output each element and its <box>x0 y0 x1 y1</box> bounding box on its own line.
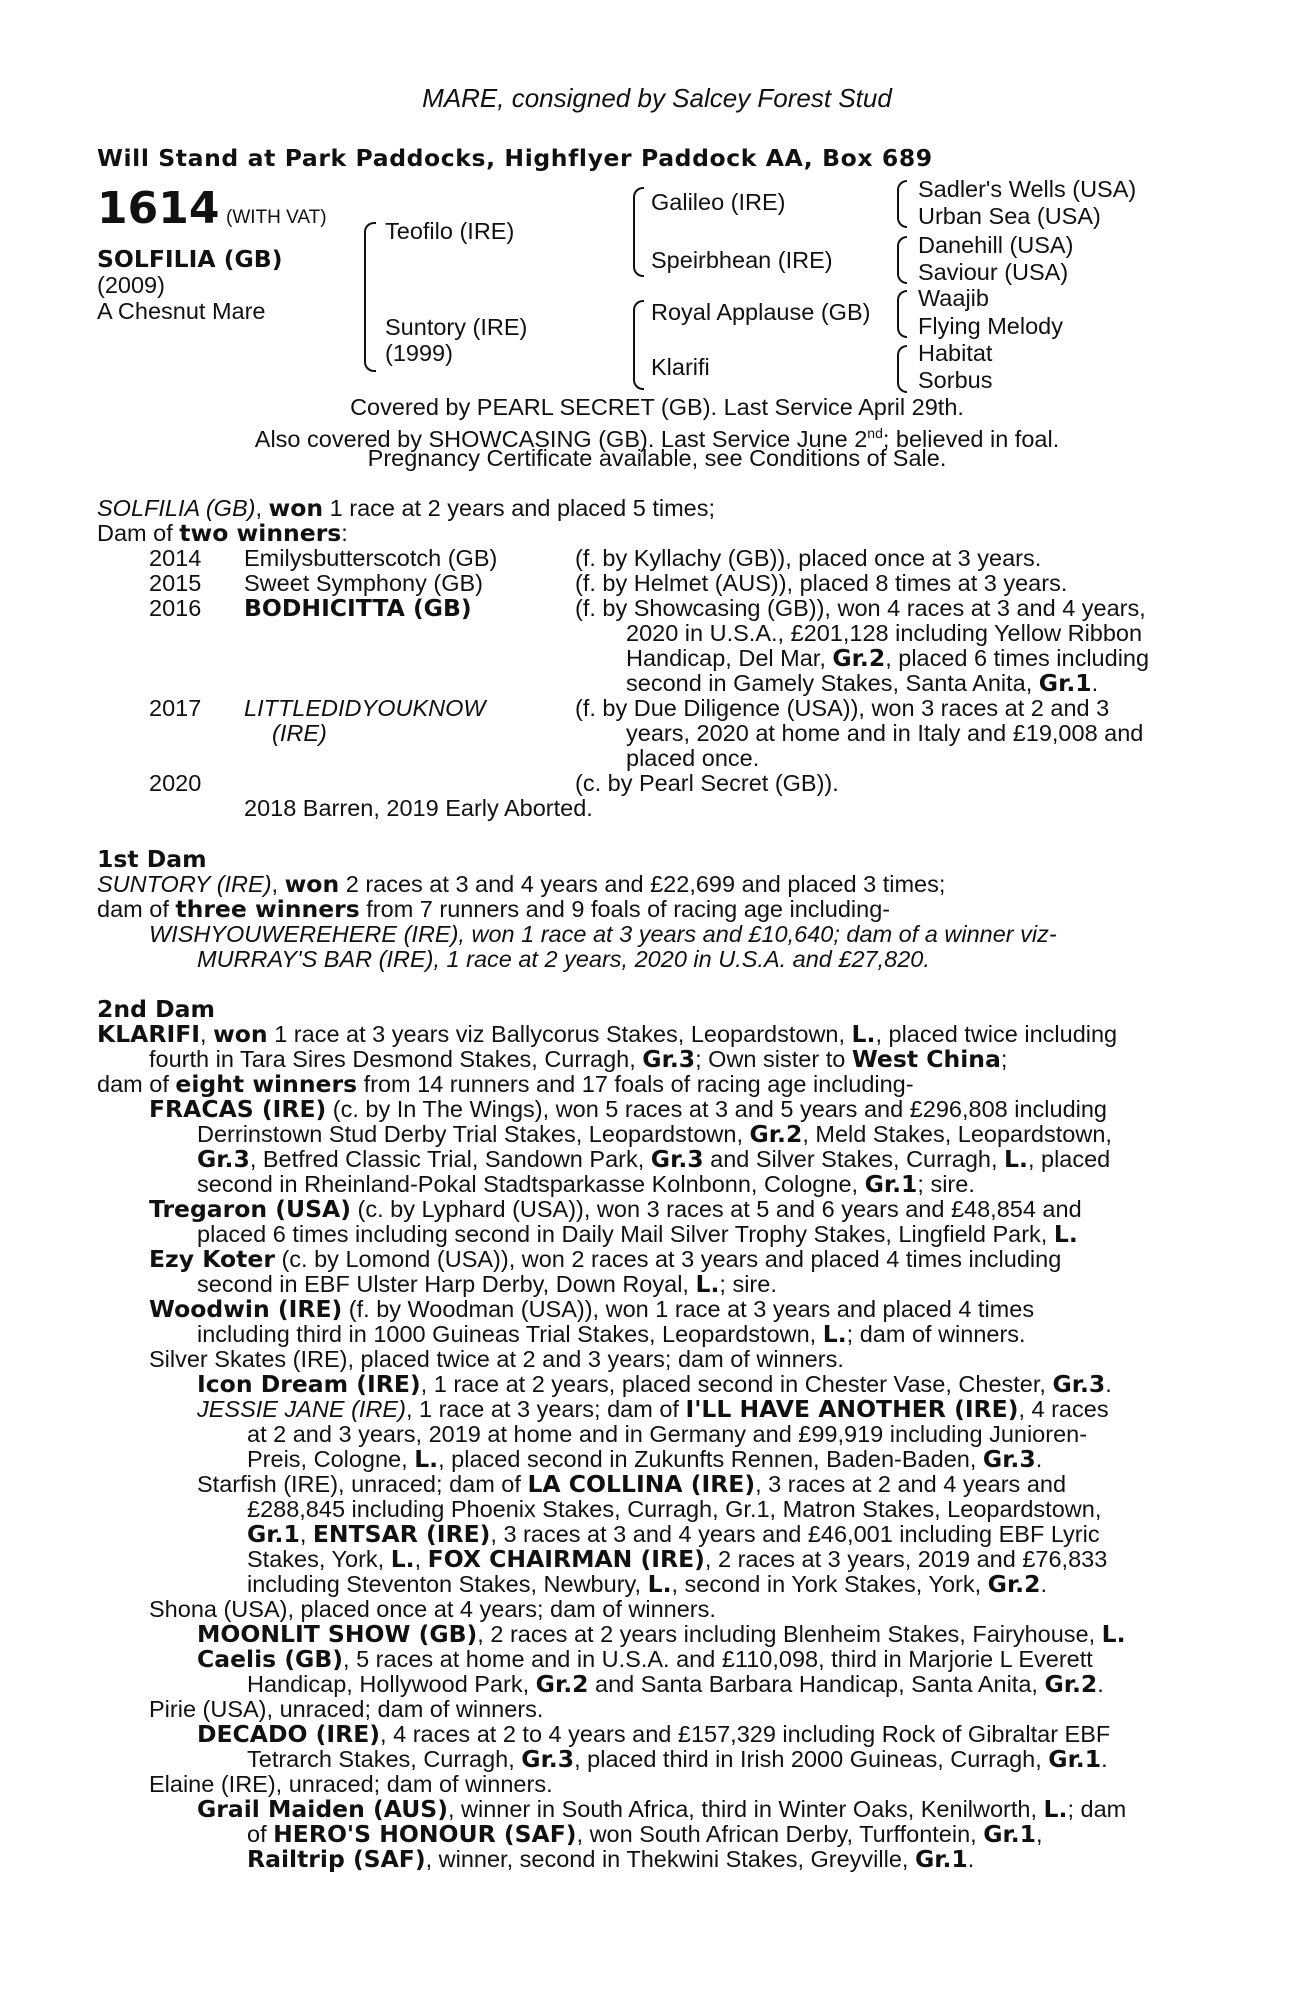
produce-name: Sweet Symphony (GB) <box>244 570 484 596</box>
woodwin-line <box>149 1297 1034 1323</box>
text: , 2 races at 2 years including Blenheim Stakes, Fairyhouse, <box>477 1621 1096 1647</box>
text: of <box>247 1821 267 1847</box>
horse-name-bold: DECADO (IRE) <box>197 1720 381 1748</box>
produce-info-text: Handicap, Del Mar, <box>626 645 833 671</box>
ezy-koter-line <box>149 1247 1061 1273</box>
text: , winner in South Africa, third in Winter Oaks, Kenilworth, <box>447 1796 1038 1822</box>
grade-label: L. <box>695 1270 720 1298</box>
pedigree-dsd: Flying Melody <box>918 313 1063 339</box>
grade-label: L. <box>390 1545 415 1573</box>
covering-line-2-end: ; believed in foal. <box>882 425 1060 452</box>
pedigree-dam: Suntory (IRE) <box>385 314 528 340</box>
won-label: won <box>284 870 340 898</box>
tregaron-line <box>197 1222 1078 1248</box>
text: Derrinstown Stud Derby Trial Stakes, Leopardstown, <box>197 1121 743 1147</box>
produce-intro-rest: 1 race at 2 years and placed 5 times; <box>329 495 715 521</box>
first-dam-text: from 7 runners and 9 foals of racing age including- <box>366 896 891 922</box>
produce-info: (f. by Showcasing (GB)), won 4 races at 3 and 4 years, <box>575 595 1146 621</box>
first-dam-line: WISHYOUWEREHERE (IRE), won 1 race at 3 years and £10,640; dam of a winner viz- <box>149 921 1057 947</box>
vat-note: (WITH VAT) <box>226 207 327 228</box>
starfish-line: £288,845 including Phoenix Stakes, Curragh, Gr.1, Matron Stakes, Leopardstown, <box>247 1496 1102 1522</box>
brace-sd <box>897 236 907 284</box>
text: and Silver Stakes, Curragh, <box>710 1146 998 1172</box>
horse-name-bold: FOX CHAIRMAN (IRE) <box>427 1545 705 1573</box>
produce-info <box>626 671 1098 697</box>
section-heading: 1st Dam <box>97 845 207 873</box>
grade-label: L. <box>414 1445 439 1473</box>
pedigree-ssd: Urban Sea (USA) <box>918 203 1101 229</box>
brace-dd <box>897 345 907 393</box>
pedigree-sd: Speirbhean (IRE) <box>651 247 833 273</box>
text: second in EBF Ulster Harp Derby, Down Royal, <box>197 1271 689 1297</box>
horse-name-bold: I'LL HAVE ANOTHER (IRE) <box>685 1395 1019 1423</box>
horse-year: (2009) <box>97 272 165 298</box>
horse-name-bold: Ezy Koter <box>149 1245 275 1273</box>
starfish-line <box>247 1547 1107 1573</box>
horse-name-italic: JESSIE JANE (IRE) <box>197 1396 406 1422</box>
produce-year: 2015 <box>149 570 202 596</box>
first-dam-text: 2 races at 3 and 4 years and £22,699 and placed 3 times; <box>345 871 946 897</box>
horse-name-bold: Railtrip (SAF) <box>247 1845 426 1873</box>
text: from 14 runners and 17 foals of racing age including- <box>363 1071 914 1097</box>
text: . <box>1097 1671 1104 1697</box>
starfish-line <box>247 1522 1100 1548</box>
pedigree-sds: Danehill (USA) <box>918 232 1074 258</box>
produce-year: 2016 <box>149 595 202 621</box>
brace-gen1 <box>364 222 376 372</box>
text: . <box>1105 1371 1112 1397</box>
text: ; dam <box>1067 1796 1127 1822</box>
produce-intro-name: SOLFILIA (GB) <box>97 495 256 521</box>
grade-label: Gr.3 <box>197 1145 250 1173</box>
first-dam-line: MURRAY'S BAR (IRE), 1 race at 2 years, 2020 in U.S.A. and £27,820. <box>197 946 930 972</box>
text: including third in 1000 Guineas Trial Stakes, Leopardstown, <box>197 1321 817 1347</box>
horse-description: A Chesnut Mare <box>97 298 266 324</box>
starfish-line <box>247 1572 1047 1598</box>
grade-label: Gr.2 <box>832 644 886 672</box>
decado-line <box>197 1722 1110 1748</box>
winners-count: three winners <box>175 895 360 923</box>
grade-label: L. <box>1043 1795 1068 1823</box>
consignor-line: MARE, consigned by Salcey Forest Stud <box>422 83 892 113</box>
produce-year: 2014 <box>149 545 202 571</box>
decado-line <box>247 1747 1108 1773</box>
produce-info: placed once. <box>626 745 760 771</box>
horse-name-bold: ENTSAR (IRE) <box>312 1520 491 1548</box>
text: second in Rheinland-Pokal Stadtsparkasse Kolnbonn, Cologne, <box>197 1171 859 1197</box>
text: Tetrarch Stakes, Curragh, <box>247 1746 515 1772</box>
text: , won South African Derby, Turffontein, <box>576 1821 977 1847</box>
dam-name: KLARIFI <box>97 1020 201 1048</box>
covering-line-1: Covered by PEARL SECRET (GB). Last Service April 29th. <box>350 394 964 420</box>
grail-maiden-line <box>247 1822 1043 1848</box>
text: , 3 races at 2 and 4 years and <box>755 1471 1067 1497</box>
pedigree-sire: Teofilo (IRE) <box>385 218 515 244</box>
produce-year: 2020 <box>149 770 202 796</box>
text: (c. by In The Wings), won 5 races at 3 and 5 years and £296,808 including <box>332 1096 1107 1122</box>
text: . <box>967 1846 975 1872</box>
location-line: Will Stand at Park Paddocks, Highflyer Paddock AA, Box 689 <box>97 144 933 172</box>
ezy-koter-line <box>197 1272 777 1298</box>
shona-line: Shona (USA), placed once at 4 years; dam of winners. <box>149 1596 716 1622</box>
horse-name-bold: Woodwin (IRE) <box>149 1295 343 1323</box>
grade-label: Gr.1 <box>914 1845 968 1873</box>
produce-info: (c. by Pearl Secret (GB)). <box>575 770 839 796</box>
pedigree-dam-year: (1999) <box>385 340 453 366</box>
fracas-line <box>197 1172 975 1198</box>
grade-label: Gr.3 <box>642 1045 696 1073</box>
jessie-jane-line <box>197 1397 1109 1423</box>
grail-maiden-line <box>247 1847 974 1873</box>
fracas-line <box>197 1147 1110 1173</box>
horse-name-bold: Icon Dream (IRE) <box>197 1370 421 1398</box>
produce-info-text: second in Gamely Stakes, Santa Anita, <box>626 670 1039 696</box>
horse-name-bold: HERO'S HONOUR (SAF) <box>273 1820 577 1848</box>
text: ; <box>1000 1046 1008 1072</box>
grade-label: Gr.2 <box>535 1670 589 1698</box>
grade-label: Gr.2 <box>1044 1670 1098 1698</box>
text: , placed second in Zukunfts Rennen, Baden-Baden, <box>438 1446 977 1472</box>
grail-maiden-line <box>197 1797 1126 1823</box>
text: (f. by Woodman (USA)), won 1 race at 3 years and placed 4 times <box>348 1296 1035 1322</box>
dam-of-winners: two winners <box>179 519 342 547</box>
grade-label: Gr.3 <box>1052 1370 1106 1398</box>
caelis-line <box>247 1672 1104 1698</box>
text: Starfish (IRE), unraced; dam of <box>197 1471 521 1497</box>
horse-name-bold: Grail Maiden (AUS) <box>197 1795 448 1823</box>
first-dam-line <box>97 897 890 923</box>
produce-intro: SOLFILIA (GB), won 1 race at 2 years and placed 5 times; <box>97 494 715 522</box>
text: ; Own sister to <box>695 1046 846 1072</box>
text: placed 6 times including second in Daily Mail Silver Trophy Stakes, Lingfield Park, <box>197 1221 1048 1247</box>
jessie-jane-line <box>247 1447 1042 1473</box>
text: , 4 races at 2 to 4 years and £157,329 including Rock of Gibraltar EBF <box>380 1721 1111 1747</box>
grade-label: Gr.3 <box>521 1745 575 1773</box>
grade-label: Gr.3 <box>650 1145 704 1173</box>
produce-dam-of <box>97 521 348 547</box>
text: . <box>1040 1571 1047 1597</box>
text: ; sire. <box>719 1271 777 1297</box>
text: , placed <box>1027 1146 1111 1172</box>
grade-label: Gr.2 <box>987 1570 1041 1598</box>
fracas-line <box>197 1122 1112 1148</box>
grade-label: L. <box>1004 1145 1028 1173</box>
text: , 1 race at 3 years; dam of <box>405 1396 679 1422</box>
moonlit-show-line <box>197 1622 1126 1648</box>
text: , 3 races at 3 and 4 years and £46,001 including EBF Lyric <box>490 1521 1100 1547</box>
horse-name-bold: LA COLLINA (IRE) <box>527 1470 756 1498</box>
text: (c. by Lyphard (USA)), won 3 races at 5 and 6 years and £48,854 and <box>357 1196 1082 1222</box>
text: , <box>414 1546 422 1572</box>
first-dam-line: SUNTORY (IRE), won 2 races at 3 and 4 years and £22,699 and placed 3 times; <box>97 870 946 898</box>
pedigree-sdd: Saviour (USA) <box>918 259 1069 285</box>
pedigree-sss: Sadler's Wells (USA) <box>918 176 1137 202</box>
grade-label: L. <box>647 1570 672 1598</box>
covering-line-3: Pregnancy Certificate available, see Conditions of Sale. <box>367 445 947 471</box>
produce-intro-won: won <box>268 494 324 522</box>
brace-ss <box>897 180 907 228</box>
starfish-line <box>197 1472 1066 1498</box>
grade-label: Gr.1 <box>247 1520 300 1548</box>
text: , 4 races <box>1018 1396 1109 1422</box>
dam-name: SUNTORY (IRE) <box>97 871 272 897</box>
text: and Santa Barbara Handicap, Santa Anita, <box>595 1671 1038 1697</box>
grade-label: Gr.1 <box>1038 669 1092 697</box>
pedigree-ss: Galileo (IRE) <box>651 189 786 215</box>
grade-label: L. <box>1101 1620 1126 1648</box>
icon-dream-line <box>197 1372 1112 1398</box>
text: , 1 race at 2 years, placed second in Chester Vase, Chester, <box>420 1371 1046 1397</box>
produce-name: LITTLEDIDYOUKNOW <box>244 695 486 721</box>
silver-skates-line: Silver Skates (IRE), placed twice at 2 and 3 years; dam of winners. <box>149 1346 844 1372</box>
grade-label: Gr.2 <box>749 1120 803 1148</box>
jessie-jane-line: at 2 and 3 years, 2019 at home and in Germany and £99,919 including Junioren- <box>247 1421 1088 1447</box>
grade-label: L. <box>822 1320 847 1348</box>
horse-name-bold: FRACAS (IRE) <box>149 1095 327 1123</box>
pedigree-dds: Habitat <box>918 340 993 366</box>
grade-label: L. <box>851 1020 876 1048</box>
produce-footnote: 2018 Barren, 2019 Early Aborted. <box>244 795 593 821</box>
brace-sire <box>633 187 644 277</box>
dam-of-colon: : <box>341 520 348 546</box>
lot-number: 1614 <box>97 183 220 234</box>
sibling-name: West China <box>851 1045 1001 1073</box>
winners-count: eight winners <box>175 1070 358 1098</box>
caelis-line <box>197 1647 1093 1673</box>
text: dam of <box>97 1071 169 1097</box>
first-dam-text: dam of <box>97 896 169 922</box>
grade-label: L. <box>1053 1220 1078 1248</box>
text: , Betfred Classic Trial, Sandown Park, <box>249 1146 645 1172</box>
grade-label: Gr.1 <box>1048 1745 1102 1773</box>
pedigree-dd: Klarifi <box>651 354 710 380</box>
produce-info: (f. by Due Diligence (USA)), won 3 races at 2 and 3 <box>575 695 1110 721</box>
klarifi-line: KLARIFI, won 1 race at 3 years viz Ballycorus Stakes, Leopardstown, L., placed twice including <box>97 1020 1118 1048</box>
text: . <box>1035 1446 1043 1472</box>
text: , <box>299 1521 307 1547</box>
produce-year: 2017 <box>149 695 202 721</box>
produce-info <box>626 646 1149 672</box>
produce-info: 2020 in U.S.A., £201,128 including Yellow Ribbon <box>626 620 1143 646</box>
produce-info: (f. by Kyllachy (GB)), placed once at 3 years. <box>575 545 1042 571</box>
produce-info: (f. by Helmet (AUS)), placed 8 times at 3 years. <box>575 570 1068 596</box>
elaine-line: Elaine (IRE), unraced; dam of winners. <box>149 1771 553 1797</box>
text: fourth in Tara Sires Desmond Stakes, Curragh, <box>149 1046 636 1072</box>
dam-of-label: Dam of <box>97 520 173 546</box>
fracas-line <box>149 1097 1107 1123</box>
pedigree-ds: Royal Applause (GB) <box>651 299 871 325</box>
covering-line-2-text: Also covered by SHOWCASING (GB). Last Service June 2 <box>254 425 868 452</box>
text: ; sire. <box>917 1171 975 1197</box>
grade-label: Gr.1 <box>864 1170 918 1198</box>
text: , placed twice including <box>875 1021 1118 1047</box>
text: (c. by Lomond (USA)), won 2 races at 3 years and placed 4 times including <box>281 1246 1062 1272</box>
horse-name-bold: Caelis (GB) <box>197 1645 344 1673</box>
text: Stakes, York, <box>247 1546 385 1572</box>
text: ; dam of winners. <box>846 1321 1026 1347</box>
horse-name-bold: MOONLIT SHOW (GB) <box>197 1620 478 1648</box>
text: , second in York Stakes, York, <box>671 1571 982 1597</box>
pedigree-ddd: Sorbus <box>918 367 993 393</box>
brace-ds <box>897 290 907 338</box>
text: 1 race at 3 years viz Ballycorus Stakes, Leopardstown, <box>274 1021 846 1047</box>
brace-dam <box>633 300 644 390</box>
produce-info-text: , placed 6 times including <box>885 645 1150 671</box>
text: . <box>1101 1746 1108 1772</box>
text: , <box>1036 1821 1043 1847</box>
text: including Steventon Stakes, Newbury, <box>247 1571 642 1597</box>
text: , placed third in Irish 2000 Guineas, Curragh, <box>574 1746 1042 1772</box>
won-label: won <box>213 1020 268 1048</box>
text: Preis, Cologne, <box>247 1446 408 1472</box>
pirie-line: Pirie (USA), unraced; dam of winners. <box>149 1696 544 1722</box>
produce-info-text: . <box>1091 670 1099 696</box>
produce-name: Emilysbutterscotch (GB) <box>244 545 498 571</box>
text: , 2 races at 3 years, 2019 and £76,833 <box>704 1546 1108 1572</box>
text: Handicap, Hollywood Park, <box>247 1671 530 1697</box>
grade-label: Gr.1 <box>983 1820 1037 1848</box>
section-heading: 2nd Dam <box>97 995 215 1023</box>
produce-name: (IRE) <box>272 720 327 746</box>
text: , Meld Stakes, Leopardstown, <box>802 1121 1112 1147</box>
grade-label: Gr.3 <box>982 1445 1036 1473</box>
produce-name: BODHICITTA (GB) <box>244 594 472 622</box>
pedigree-dss: Waajib <box>918 285 989 311</box>
horse-name: SOLFILIA (GB) <box>97 245 283 273</box>
lot-number-block <box>97 183 327 234</box>
tregaron-line <box>149 1197 1082 1223</box>
woodwin-line <box>197 1322 1026 1348</box>
horse-name-bold: Tregaron (USA) <box>149 1195 351 1223</box>
klarifi-line <box>149 1047 1007 1073</box>
text: , winner, second in Thekwini Stakes, Greyville, <box>425 1846 909 1872</box>
produce-info: years, 2020 at home and in Italy and £19,008 and <box>626 720 1144 746</box>
klarifi-line <box>97 1072 914 1098</box>
text: , 5 races at home and in U.S.A. and £110,098, third in Marjorie L Everett <box>343 1646 1093 1672</box>
covering-line-2-sup: nd <box>867 425 883 441</box>
